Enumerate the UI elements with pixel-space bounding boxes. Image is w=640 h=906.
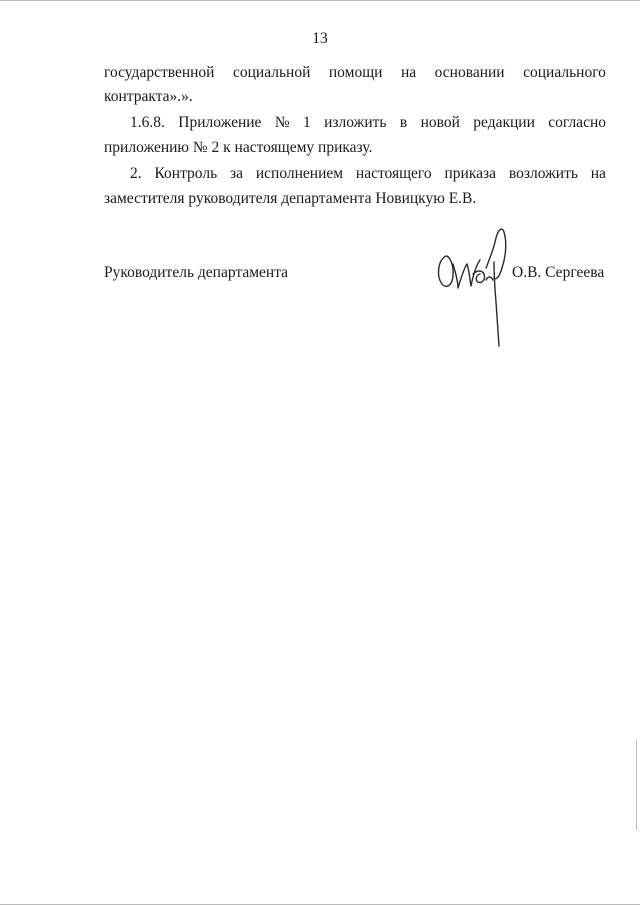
word: изложить	[324, 114, 387, 131]
word: на	[400, 64, 417, 81]
word: согласно	[548, 114, 606, 131]
handwritten-signature	[428, 218, 516, 358]
word: Контроль	[154, 165, 218, 182]
signer-name: О.В. Сергеева	[512, 264, 605, 281]
word: на	[590, 165, 606, 182]
signature-position: Руководитель департамента	[104, 264, 289, 281]
word: основании	[434, 64, 505, 81]
body-line-2: контракта».».	[104, 88, 193, 105]
body-line-1	[104, 63, 606, 83]
body-line-5	[130, 164, 606, 184]
word: за	[230, 165, 244, 182]
word: помощи	[328, 64, 383, 81]
word: новой	[420, 114, 460, 131]
body-line-4: приложению № 2 к настоящему приказу.	[104, 139, 373, 156]
scan-edge-right	[636, 740, 637, 830]
word: в	[399, 114, 408, 131]
word: исполнением	[255, 165, 344, 182]
word: приказа	[444, 165, 497, 182]
word: социального	[523, 64, 606, 81]
body-line-3	[130, 113, 606, 133]
word: 1.6.8.	[130, 114, 165, 131]
scan-edge-bottom	[0, 904, 640, 905]
word: государственной	[104, 64, 215, 81]
word: №	[274, 114, 290, 131]
body-line-6: заместителя руководителя департамента Новицкую Е.В.	[104, 190, 477, 207]
page-number: 13	[312, 30, 328, 47]
scan-edge-top	[0, 0, 640, 1]
word: социальной	[232, 64, 311, 81]
word: 2.	[130, 165, 142, 182]
word: Приложение	[178, 114, 262, 131]
word: редакции	[473, 114, 535, 131]
word: возложить	[508, 165, 578, 182]
word: 1	[303, 114, 311, 131]
word: настоящего	[355, 165, 432, 182]
